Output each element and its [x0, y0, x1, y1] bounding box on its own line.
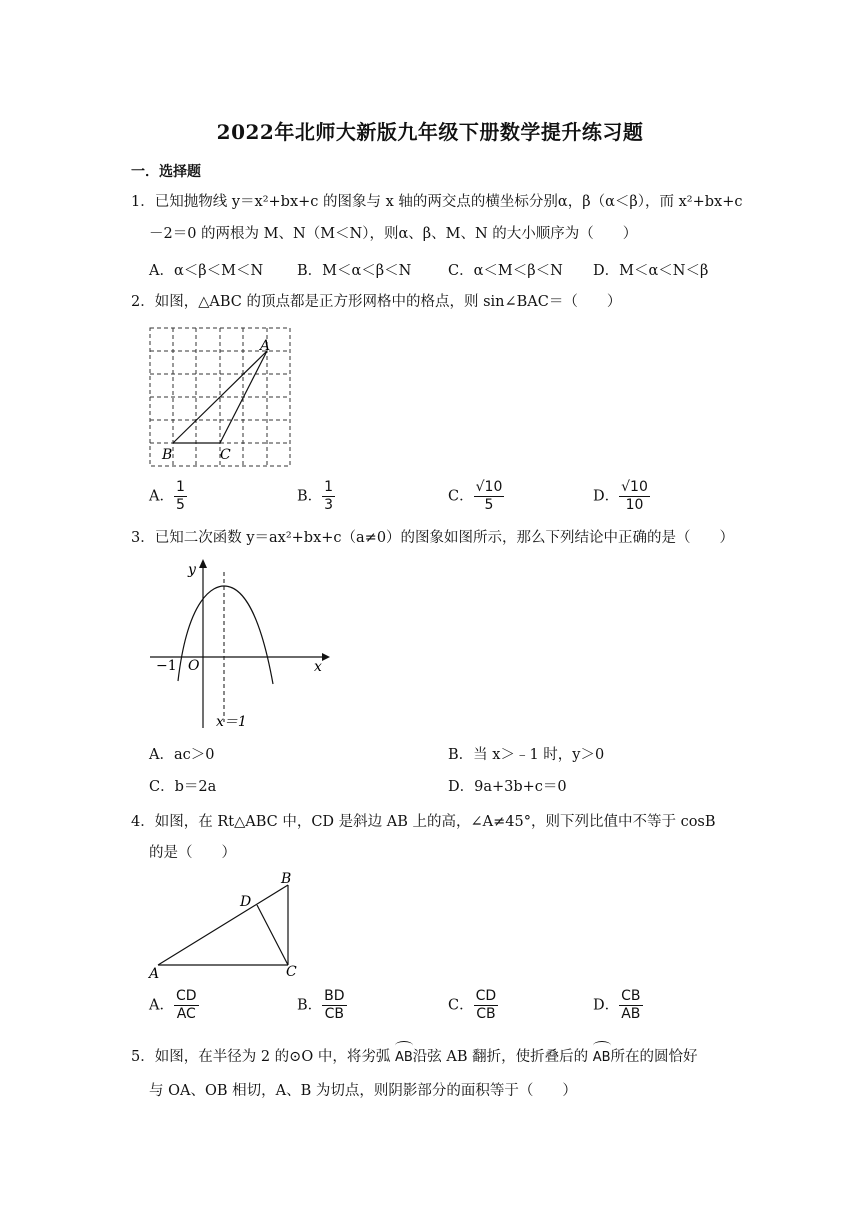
q4-option-d: D． $\frac{CB}{AB}$ — [593, 988, 641, 1022]
q4-label-d: D — [240, 894, 252, 910]
q4-option-a: A． $\frac{CD}{AC}$ — [149, 988, 197, 1022]
q1-option-a: A．α＜β＜M＜N — [149, 263, 264, 279]
q5-arc-ab-2: AB — [593, 1048, 611, 1068]
q5-text-line2: 与 OA、OB 相切，A、B 为切点，则阴影部分的面积等于（ ） — [149, 1083, 577, 1099]
q2-label-b: B — [162, 447, 173, 463]
q2-text: 2．如图，△ABC 的顶点都是正方形网格中的格点，则 sin∠BAC＝（ ） — [131, 294, 622, 310]
q2-option-a: A． $\frac{1}{5}$ — [149, 479, 185, 513]
q2-grid-figure — [146, 324, 296, 469]
q2-option-b: B． $\frac{1}{3}$ — [297, 479, 334, 513]
q4-text-line1: 4．如图，在 Rt△ABC 中，CD 是斜边 AB 上的高，∠A≠45°，则下列比值中不等于 cosB — [131, 814, 716, 830]
q4-text-line2: 的是（ ） — [149, 845, 236, 861]
page-title: 2022年北师大新版九年级下册数学提升练习题 — [216, 120, 644, 144]
q1-option-c: C．α＜M＜β＜N — [448, 263, 563, 279]
q4-option-b: B． $\frac{BD}{CB}$ — [297, 988, 345, 1022]
q3-label-minus-one: −1 — [156, 658, 177, 674]
q4-label-c: C — [286, 964, 297, 980]
q4-label-a: A — [149, 966, 160, 982]
q3-label-x: x — [314, 659, 322, 675]
q3-label-y: y — [188, 562, 196, 578]
q5-text-line1: 5．如图，在半径为 2 的⊙O 中，将劣弧 AB沿弦 AB 翻折，使折叠后的 AB所在的圆恰好 — [131, 1047, 698, 1068]
q4-option-c: C． $\frac{CD}{CB}$ — [448, 988, 497, 1022]
section-heading: 一．选择题 — [131, 164, 201, 180]
q1-text-line2: －2＝0 的两根为 M、N（M＜N），则α、β、M、N 的大小顺序为（ ） — [149, 226, 638, 242]
q1-option-b: B．M＜α＜β＜N — [297, 263, 412, 279]
q1-text-line1: 1．已知抛物线 y＝x²+bx+c 的图象与 x 轴的两交点的横坐标分别α，β（α＜β），而 x²+bx+c — [131, 194, 743, 210]
q3-option-c: C．b＝2a — [149, 779, 217, 795]
q5-arc-ab-1: AB — [395, 1048, 413, 1068]
q2-label-c: C — [220, 447, 231, 463]
q3-option-a: A．ac＞0 — [149, 747, 215, 763]
q4-label-b: B — [281, 871, 292, 887]
q3-parabola-figure — [146, 556, 336, 736]
q3-text: 3．已知二次函数 y＝ax²+bx+c（a≠0）的图象如图所示，那么下列结论中正确的是（ ） — [131, 530, 735, 546]
q2-option-c: C． $\frac{√10}{5}$ — [448, 479, 503, 513]
q4-triangle-figure — [144, 868, 309, 984]
q3-label-origin: O — [188, 658, 200, 674]
q2-option-d: D． $\frac{√10}{10}$ — [593, 479, 648, 513]
q1-option-d: D．M＜α＜N＜β — [593, 263, 709, 279]
q3-option-b: B．当 x＞﹣1 时，y＞0 — [448, 747, 605, 763]
q3-label-axis: x＝1 — [216, 714, 247, 730]
q3-option-d: D．9a+3b+c＝0 — [448, 779, 567, 795]
q2-label-a: A — [260, 338, 271, 354]
